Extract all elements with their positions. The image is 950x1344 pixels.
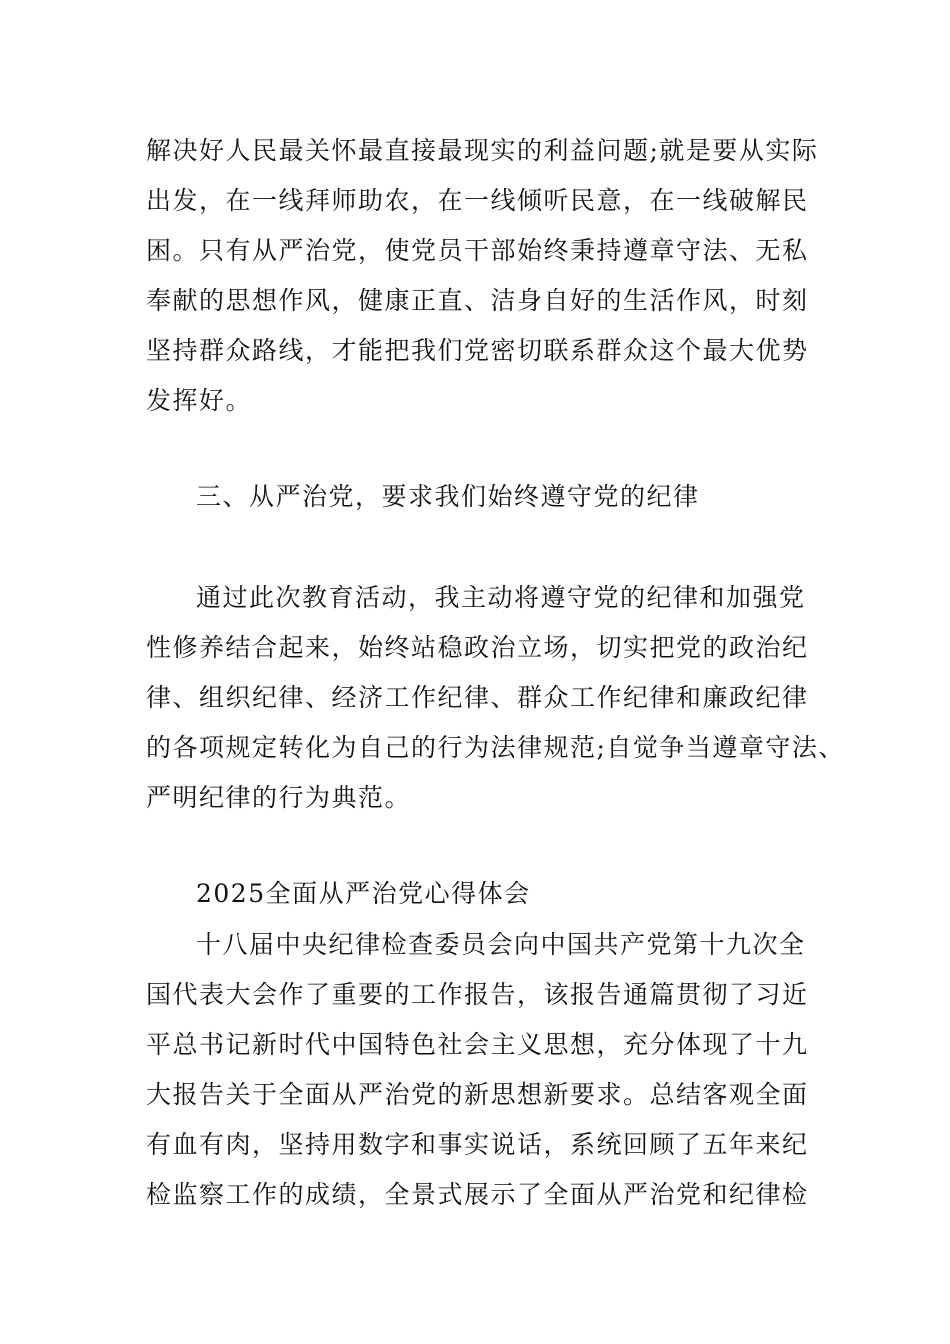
paragraph-line: 困。只有从严治党，使党员干部始终秉持遵章守法、无私 (146, 236, 809, 265)
paragraph-line: 十八届中央纪律检查委员会向中国共产党第十九次全 (196, 930, 806, 959)
paragraph-line: 坚持群众路线，才能把我们党密切联系群众这个最大优势 (146, 336, 809, 365)
paragraph-line: 检监察工作的成绩，全景式展示了全面从严治党和纪律检 (146, 1180, 809, 1209)
paragraph-line: 严明纪律的行为典范。 (146, 783, 412, 812)
paragraph-line: 通过此次教育活动，我主动将遵守党的纪律和加强党 (196, 583, 806, 612)
paragraph-line: 的各项规定转化为自己的行为法律规范;自觉争当遵章守法、 (146, 733, 845, 762)
paragraph-line: 大报告关于全面从严治党的新思想新要求。总结客观全面 (146, 1080, 809, 1109)
paragraph-line: 奉献的思想作风，健康正直、洁身自好的生活作风，时刻 (146, 286, 809, 315)
article-title: 2025全面从严治党心得体会 (196, 879, 531, 908)
paragraph-line: 国代表大会作了重要的工作报告，该报告通篇贯彻了习近 (146, 980, 809, 1009)
paragraph-line: 律、组织纪律、经济工作纪律、群众工作纪律和廉政纪律 (146, 683, 809, 712)
section-heading: 三、从严治党，要求我们始终遵守党的纪律 (196, 482, 700, 511)
paragraph-line: 出发，在一线拜师助农，在一线倾听民意，在一线破解民 (146, 186, 809, 215)
paragraph-line: 发挥好。 (146, 386, 253, 415)
paragraph-line: 解决好人民最关怀最直接最现实的利益问题;就是要从实际 (146, 136, 819, 165)
paragraph-line: 平总书记新时代中国特色社会主义思想，充分体现了十九 (146, 1030, 809, 1059)
paragraph-line: 有血有肉，坚持用数字和事实说话，系统回顾了五年来纪 (146, 1130, 809, 1159)
paragraph-line: 性修养结合起来，始终站稳政治立场，切实把党的政治纪 (146, 633, 809, 662)
